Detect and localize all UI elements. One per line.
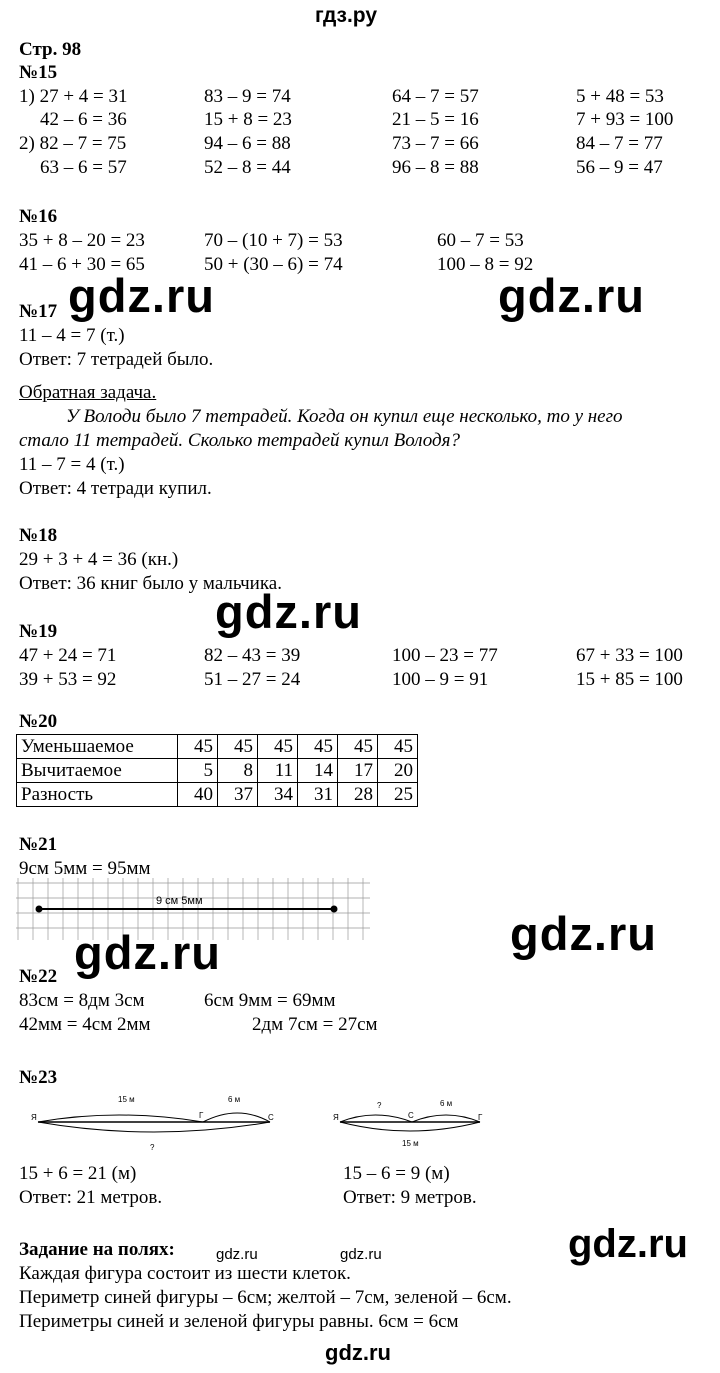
table-cell: 31: [298, 783, 338, 807]
n15-cell: 96 – 8 = 88: [392, 157, 479, 178]
diagram-1-point: Г: [199, 1111, 204, 1120]
segment-endpoint: [331, 906, 338, 913]
arc-15m: [38, 1115, 203, 1122]
n22-cell: 83см = 8дм 3см: [19, 990, 145, 1011]
table-cell: 45: [258, 735, 298, 759]
segment-label: 9 см 5мм: [156, 895, 203, 907]
task-22-title: №22: [19, 966, 58, 987]
margin-task-line: Каждая фигура состоит из шести клеток.: [19, 1263, 351, 1284]
n15-cell: 42 – 6 = 36: [40, 109, 127, 130]
task-16-title: №16: [19, 206, 58, 227]
diagram-2-point: Я: [333, 1113, 339, 1122]
n15-cell: 56 – 9 = 47: [576, 157, 663, 178]
segment-endpoint: [36, 906, 43, 913]
n19-cell: 47 + 24 = 71: [19, 645, 117, 666]
table-cell: 25: [378, 783, 418, 807]
diagram-1-point: Я: [31, 1113, 37, 1122]
n16-cell: 70 – (10 + 7) = 53: [204, 230, 343, 251]
margin-task-title: Задание на полях:: [19, 1239, 175, 1260]
arc-unknown: [340, 1115, 412, 1122]
n16-cell: 41 – 6 + 30 = 65: [19, 254, 145, 275]
n15-cell: 1) 27 + 4 = 31: [19, 86, 128, 107]
n17-line: 11 – 4 = 7 (т.): [19, 325, 125, 346]
arc-6m: [412, 1115, 480, 1122]
diagram-2-point: С: [408, 1111, 414, 1120]
task-20-title: №20: [19, 711, 58, 732]
n16-cell: 50 + (30 – 6) = 74: [204, 254, 343, 275]
subtraction-table: [16, 734, 418, 807]
table-cell: 11: [258, 759, 298, 783]
table-cell: 8: [218, 759, 258, 783]
n16-cell: 35 + 8 – 20 = 23: [19, 230, 145, 251]
diagram-2: [330, 1088, 500, 1156]
table-cell: 37: [218, 783, 258, 807]
n19-cell: 100 – 9 = 91: [392, 669, 489, 690]
table-cell: Разность: [17, 783, 178, 807]
n19-cell: 39 + 53 = 92: [19, 669, 117, 690]
task-19-title: №19: [19, 621, 58, 642]
n17-line: 11 – 7 = 4 (т.): [19, 454, 125, 475]
n16-cell: 100 – 8 = 92: [437, 254, 534, 275]
n15-cell: 7 + 93 = 100: [576, 109, 674, 130]
n19-cell: 100 – 23 = 77: [392, 645, 498, 666]
task-15-title: №15: [19, 62, 58, 83]
footer-watermark: gdz.ru: [325, 1340, 391, 1365]
margin-task-line: Периметры синей и зеленой фигуры равны. 6см = 6см: [19, 1311, 459, 1332]
table-row: [17, 735, 418, 759]
n19-cell: 51 – 27 = 24: [204, 669, 301, 690]
n22-cell: 42мм = 4см 2мм: [19, 1014, 151, 1035]
n23-line: 15 – 6 = 9 (м): [343, 1163, 450, 1184]
table-cell: 45: [218, 735, 258, 759]
table-cell: 28: [338, 783, 378, 807]
n15-cell: 94 – 6 = 88: [204, 133, 291, 154]
site-header: гдз.ру: [315, 4, 378, 27]
n23-line: Ответ: 9 метров.: [343, 1187, 477, 1208]
table-cell: 20: [378, 759, 418, 783]
n19-cell: 15 + 85 = 100: [576, 669, 683, 690]
table-cell: 40: [178, 783, 218, 807]
watermark: gdz.ru: [498, 269, 645, 322]
inverse-task-text: У Володи было 7 тетрадей. Когда он купил еще несколько, то у него: [66, 406, 623, 427]
n18-line: 29 + 3 + 4 = 36 (кн.): [19, 549, 179, 570]
watermark: gdz.ru: [510, 907, 657, 960]
n23-line: Ответ: 21 метров.: [19, 1187, 163, 1208]
n22-cell: 6см 9мм = 69мм: [204, 990, 336, 1011]
table-cell: 45: [338, 735, 378, 759]
watermark: gdz.ru: [568, 1222, 688, 1266]
watermark: gdz.ru: [74, 926, 221, 979]
diagram-2-label: 15 м: [402, 1139, 419, 1148]
diagram-2-label: ?: [377, 1101, 382, 1110]
n19-cell: 67 + 33 = 100: [576, 645, 683, 666]
table-cell: 5: [178, 759, 218, 783]
n23-line: 15 + 6 = 21 (м): [19, 1163, 137, 1184]
n18-line: Ответ: 36 книг было у мальчика.: [19, 573, 282, 594]
n16-cell: 60 – 7 = 53: [437, 230, 524, 251]
n15-cell: 21 – 5 = 16: [392, 109, 479, 130]
diagram-1: [28, 1088, 286, 1156]
inverse-task-title: Обратная задача.: [19, 382, 157, 403]
table-cell: Вычитаемое: [17, 759, 178, 783]
arc-6m: [203, 1113, 270, 1122]
n21-line: 9см 5мм = 95мм: [19, 858, 151, 879]
table-row: [17, 783, 418, 807]
n15-cell: 63 – 6 = 57: [40, 157, 127, 178]
inverse-task-text: стало 11 тетрадей. Сколько тетрадей купил Володя?: [19, 430, 460, 451]
n22-cell: 2дм 7см = 27см: [252, 1014, 378, 1035]
page-number: Стр. 98: [19, 39, 82, 60]
arc-total: [38, 1122, 270, 1132]
n15-cell: 2) 82 – 7 = 75: [19, 133, 127, 154]
diagram-2-point: Г: [478, 1113, 483, 1122]
n15-cell: 15 + 8 = 23: [204, 109, 292, 130]
table-cell: 45: [378, 735, 418, 759]
n15-cell: 5 + 48 = 53: [576, 86, 664, 107]
diagram-1-label: 15 м: [118, 1095, 135, 1104]
watermark-small: gdz.ru: [216, 1246, 258, 1263]
table-cell: 34: [258, 783, 298, 807]
n15-cell: 84 – 7 = 77: [576, 133, 663, 154]
n15-cell: 52 – 8 = 44: [204, 157, 291, 178]
diagram-1-label: ?: [150, 1143, 155, 1152]
task-18-title: №18: [19, 525, 58, 546]
table-cell: 45: [298, 735, 338, 759]
n15-cell: 83 – 9 = 74: [204, 86, 291, 107]
n17-line: Ответ: 7 тетрадей было.: [19, 349, 214, 370]
table-cell: 17: [338, 759, 378, 783]
table-cell: 45: [178, 735, 218, 759]
table-row: [17, 759, 418, 783]
n15-cell: 64 – 7 = 57: [392, 86, 479, 107]
diagram-1-label: 6 м: [228, 1095, 241, 1104]
diagram-2-label: 6 м: [440, 1099, 453, 1108]
diagram-1-point: С: [268, 1113, 274, 1122]
n19-cell: 82 – 43 = 39: [204, 645, 301, 666]
table-cell: 14: [298, 759, 338, 783]
n15-cell: 73 – 7 = 66: [392, 133, 479, 154]
watermark-small: gdz.ru: [340, 1246, 382, 1263]
n17-line: Ответ: 4 тетради купил.: [19, 478, 212, 499]
watermark: gdz.ru: [68, 269, 215, 322]
watermark: gdz.ru: [215, 585, 362, 638]
task-21-title: №21: [19, 834, 58, 855]
task-17-title: №17: [19, 301, 58, 322]
margin-task-line: Периметр синей фигуры – 6см; желтой – 7см, зеленой – 6см.: [19, 1287, 512, 1308]
task-23-title: №23: [19, 1067, 58, 1088]
arc-15m: [340, 1122, 480, 1131]
table-cell: Уменьшаемое: [17, 735, 178, 759]
